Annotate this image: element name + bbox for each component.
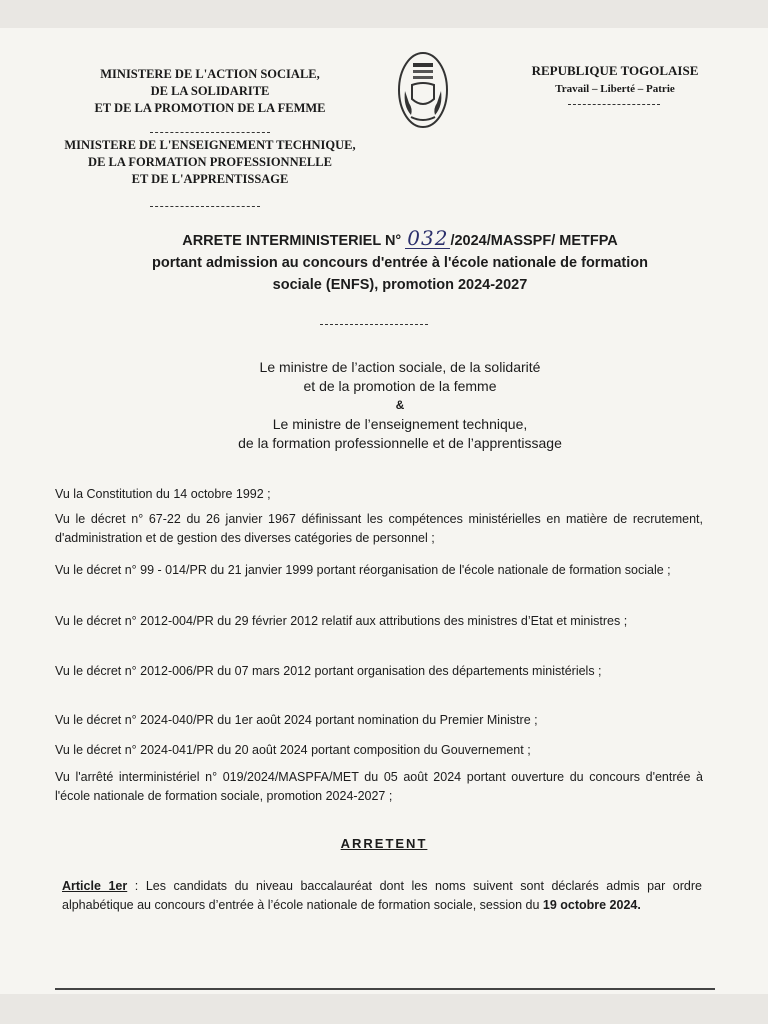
visa-item: Vu le décret n° 99 - 014/PR du 21 janvier 1999 portant réorganisation de l'école nationale de formation sociale ; xyxy=(55,563,671,577)
divider xyxy=(320,324,428,325)
divider xyxy=(568,104,660,105)
divider xyxy=(150,132,270,133)
ministry2-line2: DE LA FORMATION PROFESSIONNELLE xyxy=(88,155,332,169)
ministry1-line2: DE LA SOLIDARITE xyxy=(150,84,270,98)
decree-subject-line1: portant admission au concours d'entrée à l'école nationale de formation xyxy=(152,255,648,271)
national-motto: Travail – Liberté – Patrie xyxy=(555,83,675,95)
bottom-rule xyxy=(55,988,715,990)
coat-of-arms-icon xyxy=(397,51,449,129)
decision-word: ARRETENT xyxy=(340,836,428,851)
article-label: Article 1er xyxy=(62,879,128,893)
visa-item: Vu le décret n° 2012-004/PR du 29 février 2012 relatif aux attributions des ministres d’Etat et ministres ; xyxy=(55,614,628,628)
visa-item: Vu le décret n° 67-22 du 26 janvier 1967 définissant les compétences ministérielles en matière de recrutement, d'administration et de gestion des diverses catégories de personnel ; xyxy=(55,512,703,545)
article-text: : Les candidats du niveau baccalauréat dont les noms suivent sont déclarés admis par ordre alphabétique au concours d’entrée à l’école nationale de formation sociale, session du xyxy=(62,879,702,912)
ministry2-line1: MINISTERE DE L'ENSEIGNEMENT TECHNIQUE, xyxy=(64,138,356,152)
divider xyxy=(150,206,260,207)
ampersand: & xyxy=(395,398,405,412)
article-1 xyxy=(62,877,702,915)
visa-item: Vu le décret n° 2024-040/PR du 1er août 2024 portant nomination du Premier Ministre ; xyxy=(55,713,538,727)
decision-heading xyxy=(0,836,768,851)
ministries-header xyxy=(30,66,390,188)
ministry-social-action xyxy=(30,66,390,117)
visa-item: Vu l'arrêté interministériel n° 019/2024/MASPFA/MET du 05 août 2024 portant ouverture du concours d'entrée à l'école nationale de formation sociale, promotion 2024-2027 ; xyxy=(55,770,703,803)
decree-number-line xyxy=(70,228,730,252)
minister1-line1: Le ministre de l’action sociale, de la solidarité xyxy=(259,359,541,375)
ministry2-line3: ET DE L'APPRENTISSAGE xyxy=(131,172,289,186)
ministers-block xyxy=(110,358,690,453)
ministry1-line3: ET DE LA PROMOTION DE LA FEMME xyxy=(94,101,326,115)
visa-item: Vu la Constitution du 14 octobre 1992 ; xyxy=(55,487,271,501)
handwritten-number: 032 xyxy=(407,226,449,250)
decree-subject-line2: sociale (ENFS), promotion 2024-2027 xyxy=(272,277,528,293)
minister2-line1: Le ministre de l’enseignement technique, xyxy=(272,416,528,432)
decree-prefix: ARRETE INTERMINISTERIEL N° xyxy=(182,233,402,249)
ministry-technical-education xyxy=(30,137,390,188)
minister1-line2: et de la promotion de la femme xyxy=(303,378,497,394)
visa-item: Vu le décret n° 2012-006/PR du 07 mars 2012 portant organisation des départements ministériels ; xyxy=(55,664,602,678)
republic-name: REPUBLIQUE TOGOLAISE xyxy=(531,63,699,78)
visa-item: Vu le décret n° 2024-041/PR du 20 août 2024 portant composition du Gouvernement ; xyxy=(55,743,531,757)
session-date: 19 octobre 2024. xyxy=(542,898,641,912)
decree-suffix: /2024/MASSPF/ METFPA xyxy=(450,233,618,249)
decree-title xyxy=(70,228,730,296)
minister2-line2: de la formation professionnelle et de l’apprentissage xyxy=(238,435,562,451)
ministry1-line1: MINISTERE DE L'ACTION SOCIALE, xyxy=(100,67,320,81)
